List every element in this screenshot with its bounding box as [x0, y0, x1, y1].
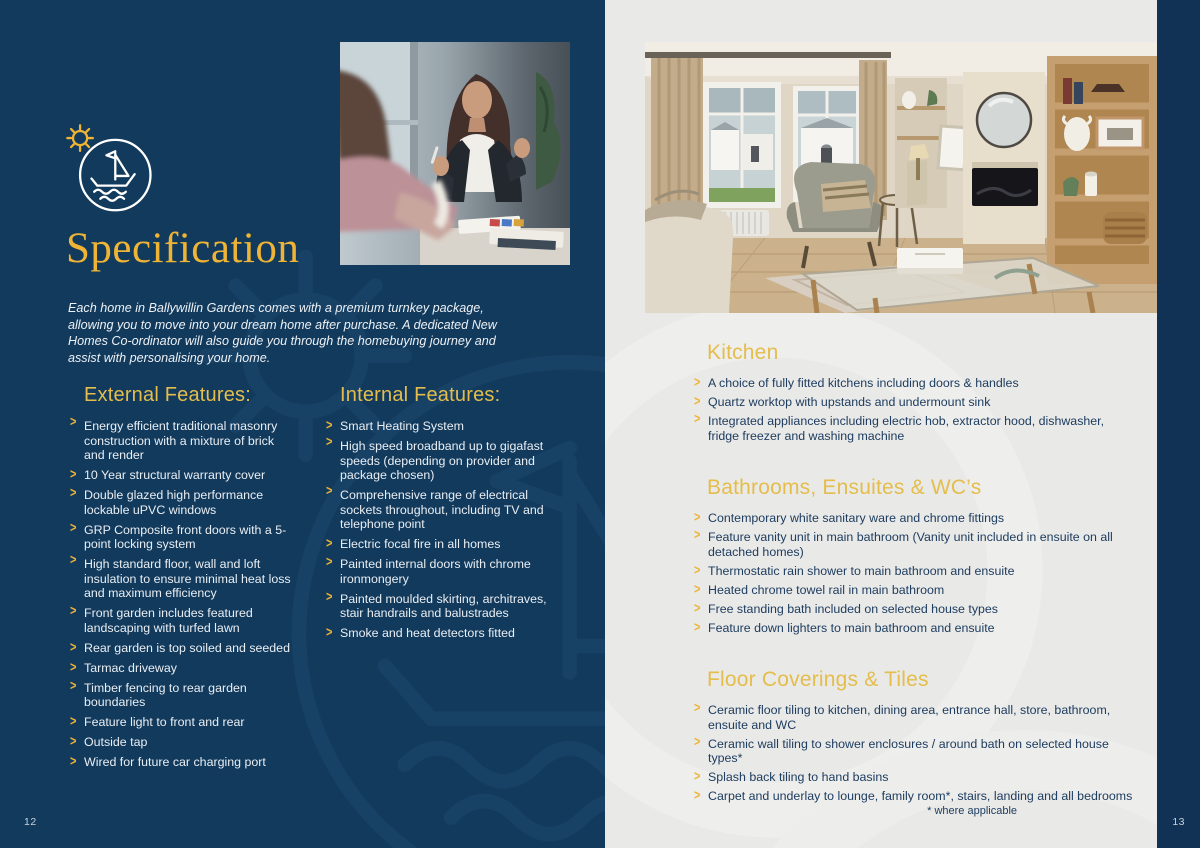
- spec-sections: [694, 341, 1140, 808]
- feature-item-text: Feature vanity unit in main bathroom (Vanity unit included in ensuite on all detached homes): [708, 530, 1113, 559]
- feature-item-text: A choice of fully fitted kitchens including doors & handles: [708, 376, 1019, 390]
- feature-item-text: Rear garden is top soiled and seeded: [84, 640, 290, 655]
- kitchen-heading: Kitchen: [707, 341, 779, 364]
- feature-item-text: Feature light to front and rear: [84, 715, 245, 729]
- feature-item-text: Tarmac driveway: [84, 660, 177, 675]
- chevron-bullet-icon: >: [694, 411, 701, 427]
- chevron-bullet-icon: >: [70, 520, 77, 536]
- feature-list-item: [694, 602, 1140, 617]
- page-right-specification: [605, 0, 1200, 848]
- chevron-bullet-icon: >: [70, 678, 77, 694]
- internal-features-heading: Internal Features:: [340, 384, 501, 406]
- feature-item-text: High standard floor, wall and loft insulation to ensure minimal heat loss and maximum efficiency: [84, 557, 291, 600]
- chevron-bullet-icon: >: [70, 714, 77, 730]
- chevron-bullet-icon: >: [326, 434, 333, 450]
- feature-list-item: [70, 468, 313, 483]
- feature-item-text: Quartz worktop with upstands and undermount sink: [708, 395, 991, 409]
- feature-item-text: Heated chrome towel rail in main bathroom: [708, 582, 945, 597]
- feature-list-item: [326, 626, 570, 641]
- feature-item-text: Timber fencing to rear garden boundaries: [84, 680, 247, 709]
- chevron-bullet-icon: >: [326, 589, 333, 605]
- feature-list-item: [70, 755, 313, 770]
- internal-features-section: [326, 384, 570, 775]
- feature-list-item: [70, 661, 313, 676]
- feature-item-text: Splash back tiling to hand basins: [708, 770, 889, 784]
- feature-item-text: Energy efficient traditional masonry construction with a mixture of brick and render: [84, 419, 278, 462]
- feature-list-item: [326, 589, 570, 621]
- kitchen-list: [694, 376, 1140, 443]
- page-number-right: 13: [1172, 816, 1185, 828]
- chevron-bullet-icon: >: [70, 485, 77, 501]
- meeting-photo: [340, 42, 570, 265]
- feature-item-text: Smoke and heat detectors fitted: [340, 626, 515, 640]
- feature-list-item: [326, 419, 570, 434]
- feature-item-text: Feature down lighters to main bathroom and ensuite: [708, 620, 995, 635]
- feature-item-text: Painted internal doors with chrome ironmongery: [340, 557, 531, 586]
- external-features-section: [70, 384, 313, 775]
- feature-item-text: Thermostatic rain shower to main bathroom and ensuite: [708, 563, 1015, 578]
- feature-list-item: [70, 735, 313, 750]
- feature-item-text: Painted moulded skirting, architraves, stair handrails and balustrades: [340, 591, 547, 620]
- floor-coverings-section: [694, 668, 1140, 804]
- feature-list-item: [694, 700, 1140, 732]
- chevron-bullet-icon: >: [70, 734, 77, 750]
- living-room-photo: [645, 42, 1157, 313]
- chevron-bullet-icon: >: [70, 639, 77, 655]
- feature-list-item: [694, 527, 1140, 559]
- chevron-bullet-icon: >: [326, 483, 333, 499]
- feature-list-item: [326, 434, 570, 483]
- chevron-bullet-icon: >: [694, 394, 701, 410]
- chevron-bullet-icon: >: [694, 788, 701, 804]
- footnote: * where applicable: [927, 805, 1017, 817]
- feature-list-item: [70, 414, 313, 463]
- floor-coverings-heading: Floor Coverings & Tiles: [707, 668, 929, 691]
- bathrooms-list: [694, 511, 1140, 635]
- chevron-bullet-icon: >: [694, 769, 701, 785]
- feature-list-item: [70, 603, 313, 635]
- feature-list-item: [70, 485, 313, 517]
- feature-item-text: Comprehensive range of electrical sockets throughout, including TV and telephone point: [340, 488, 544, 531]
- chevron-bullet-icon: >: [70, 603, 77, 619]
- feature-list-item: [70, 641, 313, 656]
- chevron-bullet-icon: >: [70, 659, 77, 675]
- bathrooms-section: [694, 476, 1140, 635]
- chevron-bullet-icon: >: [694, 600, 701, 616]
- feature-list-item: [70, 678, 313, 710]
- feature-list-item: [694, 583, 1140, 598]
- feature-list-item: [694, 395, 1140, 410]
- feature-list-item: [694, 376, 1140, 391]
- floor-coverings-list: [694, 700, 1140, 804]
- feature-list-item: [694, 511, 1140, 526]
- bathrooms-heading: Bathrooms, Ensuites & WC’s: [707, 476, 982, 499]
- right-edge-band: [1157, 0, 1200, 848]
- feature-list-item: [326, 483, 570, 532]
- feature-list-item: [694, 734, 1140, 766]
- intro-paragraph: Each home in Ballywillin Gardens comes with a premium turnkey package, allowing you to move into your dream home after purchase. A dedicated New Homes Co-ordinator will also guide you through the homebuying journey and assist with personalising your home.: [68, 301, 497, 365]
- chevron-bullet-icon: >: [694, 700, 701, 716]
- feature-list-item: [694, 564, 1140, 579]
- feature-item-text: Outside tap: [84, 735, 148, 749]
- feature-item-text: 10 Year structural warranty cover: [84, 468, 266, 482]
- chevron-bullet-icon: >: [694, 375, 701, 391]
- external-features-heading: External Features:: [84, 384, 252, 406]
- features-columns: [70, 384, 570, 775]
- chevron-bullet-icon: >: [326, 625, 333, 641]
- internal-features-list: [326, 419, 570, 641]
- external-features-list: [70, 414, 313, 770]
- feature-list-item: [694, 789, 1140, 804]
- chevron-bullet-icon: >: [326, 554, 333, 570]
- feature-item-text: Contemporary white sanitary ware and chrome fittings: [708, 511, 1005, 525]
- feature-item-text: Carpet and underlay to lounge, family room*, stairs, landing and all bedrooms: [708, 789, 1133, 803]
- chevron-bullet-icon: >: [70, 754, 77, 770]
- page-number-left: 12: [24, 816, 37, 828]
- feature-item-text: Double glazed high performance lockable uPVC windows: [84, 488, 264, 517]
- page-title: Specification: [66, 225, 300, 272]
- chevron-bullet-icon: >: [694, 510, 701, 526]
- chevron-bullet-icon: >: [694, 527, 701, 543]
- chevron-bullet-icon: >: [694, 562, 701, 578]
- chevron-bullet-icon: >: [70, 467, 77, 483]
- chevron-bullet-icon: >: [694, 734, 701, 750]
- chevron-bullet-icon: >: [694, 581, 701, 597]
- feature-item-text: High speed broadband up to gigafast speeds (depending on provider and package chosen): [340, 439, 544, 482]
- feature-item-text: Electric focal fire in all homes: [340, 537, 501, 551]
- feature-item-text: Wired for future car charging port: [84, 755, 266, 769]
- feature-list-item: [326, 537, 570, 552]
- chevron-bullet-icon: >: [326, 418, 333, 434]
- feature-item-text: GRP Composite front doors with a 5-point locking system: [84, 522, 287, 551]
- sailboat-sun-logo-icon: [66, 122, 154, 214]
- feature-list-item: [326, 554, 570, 586]
- feature-list-item: [70, 520, 313, 552]
- feature-item-text: Ceramic floor tiling to kitchen, dining area, entrance hall, store, bathroom, ensuite and WC: [708, 703, 1111, 732]
- chevron-bullet-icon: >: [326, 536, 333, 552]
- feature-list-item: [694, 411, 1140, 443]
- feature-item-text: Front garden includes featured landscaping with turfed lawn: [84, 606, 253, 635]
- feature-item-text: Free standing bath included on selected house types: [708, 601, 999, 616]
- feature-item-text: Ceramic wall tiling to shower enclosures / around bath on selected house types*: [708, 736, 1109, 765]
- feature-item-text: Integrated appliances including electric hob, extractor hood, dishwasher, fridge freezer and washing machine: [708, 414, 1105, 443]
- kitchen-section: [694, 341, 1140, 443]
- feature-item-text: Smart Heating System: [340, 419, 464, 433]
- chevron-bullet-icon: >: [70, 552, 77, 568]
- feature-list-item: [694, 621, 1140, 636]
- feature-list-item: [70, 552, 313, 601]
- chevron-bullet-icon: >: [70, 414, 77, 430]
- chevron-bullet-icon: >: [694, 619, 701, 635]
- feature-list-item: [70, 715, 313, 730]
- feature-list-item: [694, 770, 1140, 785]
